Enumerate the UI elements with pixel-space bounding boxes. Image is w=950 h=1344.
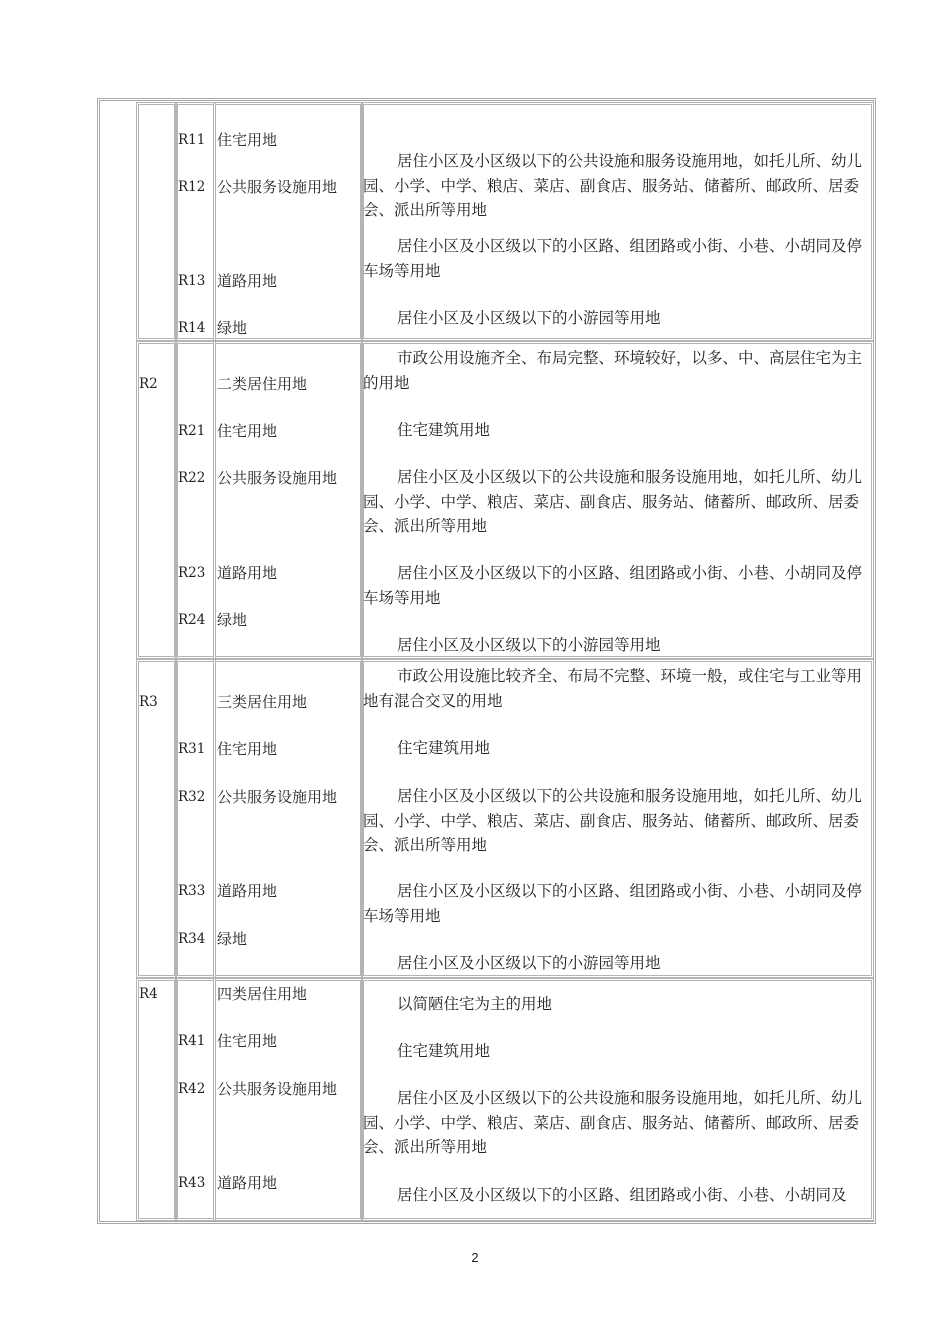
code-r4: R4: [139, 986, 158, 1002]
name-r14: 绿地: [217, 319, 248, 337]
name-r23: 道路用地: [217, 564, 278, 582]
subcode-r11: R11: [178, 132, 206, 148]
subcode-r12: R12: [178, 179, 206, 195]
name-r33: 道路用地: [217, 882, 278, 900]
subcode-r13: R13: [178, 273, 206, 289]
title-r4: 四类居住用地: [217, 985, 308, 1003]
subcode-r31: R31: [178, 741, 206, 757]
name-r32: 公共服务设施用地: [217, 788, 338, 806]
name-r34: 绿地: [217, 930, 248, 948]
desc-r22: 居住小区及小区级以下的公共设施和服务设施用地，如托儿所、幼儿园、小学、中学、粮店、菜店、副食店、服务站、储蓄所、邮政所、居委会、派出所等用地: [363, 468, 863, 535]
page-number: 2: [471, 1250, 479, 1265]
desc-r42: 居住小区及小区级以下的公共设施和服务设施用地，如托儿所、幼儿园、小学、中学、粮店、菜店、副食店、服务站、储蓄所、邮政所、居委会、派出所等用地: [363, 1089, 863, 1156]
name-r31: 住宅用地: [217, 740, 278, 758]
desc-r13: 居住小区及小区级以下的小区路、组团路或小街、小巷、小胡同及停车场等用地: [363, 237, 863, 280]
desc-r24: 居住小区及小区级以下的小游园等用地: [397, 636, 661, 654]
desc-r14: 居住小区及小区级以下的小游园等用地: [397, 309, 661, 327]
desc-r21: 住宅建筑用地: [397, 421, 491, 439]
name-r41: 住宅用地: [217, 1032, 278, 1050]
table-cell-code: [136, 102, 177, 341]
desc-r32: 居住小区及小区级以下的公共设施和服务设施用地，如托儿所、幼儿园、小学、中学、粮店、菜店、副食店、服务站、储蓄所、邮政所、居委会、派出所等用地: [363, 787, 863, 854]
title-r2: 二类居住用地: [217, 375, 308, 393]
name-r13: 道路用地: [217, 272, 278, 290]
code-r3: R3: [139, 694, 158, 710]
desc-r31: 住宅建筑用地: [397, 739, 491, 757]
subcode-r22: R22: [178, 470, 206, 486]
subcode-r41: R41: [178, 1033, 206, 1049]
subcode-r14: R14: [178, 320, 206, 336]
name-r42: 公共服务设施用地: [217, 1080, 338, 1098]
name-r43: 道路用地: [217, 1174, 278, 1192]
name-r22: 公共服务设施用地: [217, 469, 338, 487]
subcode-r21: R21: [178, 423, 206, 439]
subcode-r42: R42: [178, 1081, 206, 1097]
desc-r33: 居住小区及小区级以下的小区路、组团路或小街、小巷、小胡同及停车场等用地: [363, 882, 863, 925]
desc-r23: 居住小区及小区级以下的小区路、组团路或小街、小巷、小胡同及停车场等用地: [363, 564, 863, 607]
title-r3: 三类居住用地: [217, 693, 308, 711]
name-r21: 住宅用地: [217, 422, 278, 440]
desc-r3: 市政公用设施比较齐全、布局不完整、环境一般，或住宅与工业等用地有混合交叉的用地: [363, 667, 863, 710]
subcode-r32: R32: [178, 789, 206, 805]
subcode-r24: R24: [178, 612, 206, 628]
name-r11: 住宅用地: [217, 131, 278, 149]
subcode-r23: R23: [178, 565, 206, 581]
subcode-r34: R34: [178, 931, 206, 947]
desc-r2: 市政公用设施齐全、布局完整、环境较好，以多、中、高层住宅为主的用地: [363, 349, 863, 392]
name-r12: 公共服务设施用地: [217, 178, 338, 196]
code-r2: R2: [139, 376, 158, 392]
desc-r12: 居住小区及小区级以下的公共设施和服务设施用地，如托儿所、幼儿园、小学、中学、粮店、菜店、副食店、服务站、储蓄所、邮政所、居委会、派出所等用地: [363, 152, 863, 219]
desc-r4: 以简陋住宅为主的用地: [397, 995, 553, 1013]
desc-r41: 住宅建筑用地: [397, 1042, 491, 1060]
desc-r34: 居住小区及小区级以下的小游园等用地: [397, 954, 661, 972]
desc-r43: 居住小区及小区级以下的小区路、组团路或小街、小巷、小胡同及: [397, 1186, 847, 1204]
subcode-r33: R33: [178, 883, 206, 899]
table-cell-code: [136, 978, 177, 1221]
subcode-r43: R43: [178, 1175, 206, 1191]
name-r24: 绿地: [217, 611, 248, 629]
